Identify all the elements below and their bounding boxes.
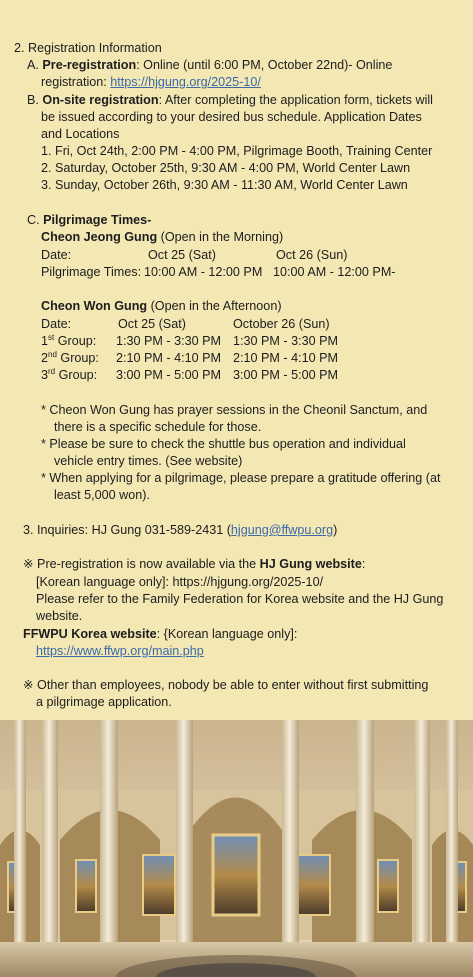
note-line: * Please be sure to check the shuttle bus operation and individual xyxy=(41,437,406,451)
note-line: least 5,000 won). xyxy=(54,488,150,502)
list-item: 1. Fri, Oct 24th, 2:00 PM - 4:00 PM, Pilgrimage Booth, Training Center xyxy=(41,144,433,158)
final-note: ※ Other than employees, nobody be able to enter without first submitting xyxy=(23,678,429,692)
pre-registration-label: Pre-registration xyxy=(42,58,137,72)
item-a: A. Pre-registration: Online (until 6:00 PM, October 22nd)- Online xyxy=(27,58,393,72)
note-line: there is a specific schedule for those. xyxy=(54,420,262,434)
final-note-line2: a pilgrimage application. xyxy=(36,695,172,709)
note-line: vehicle entry times. (See website) xyxy=(54,454,243,468)
prereg-note: ※ Pre-registration is now available via the HJ Gung website: xyxy=(23,557,366,571)
item-a-line2: registration: https://hjgung.org/2025-10/ xyxy=(41,75,261,89)
pilgrimage-times-label: Pilgrimage Times- xyxy=(43,213,152,227)
ffwpu-line: FFWPU Korea website: {Korean language only]: xyxy=(23,627,298,641)
prereg-line2: [Korean language only]: https://hjgung.org/2025-10/ xyxy=(36,575,324,589)
inquiries-email-link[interactable]: hjgung@ffwpu.org xyxy=(230,523,334,537)
document-body: 2. Registration Information A. Pre-registration: Online (until 6:00 PM, October 22nd)- Online registration: https://hjgung.org/2025-10/ B. On-site registration: After completing the application form, tickets will be issued according to your desired bus schedule. Application Dates and Locations 1. Fri, Oct 24th, 2:00 PM - 4:00 PM, Pilgrimage Booth, Training Center 2. Saturday, October 25th, 9:30 AM - 4:00 PM, World Center Lawn 3. Sunday, October 26th, 9:30 AM - 11:30 AM, World Center Lawn C. Pilgrimage Times- Cheon Jeong Gung (Open in the Morning) Date: Oct 25 (Sat) Oct 26 (Sun) Pilgrimage Times: 10:00 AM - 12:00 PM 10:00 AM - 12:00 PM- Cheon Won Gung (Open in the Afternoon) Date: Oct 25 (Sat) October 26 (Sun) 1st Group: 1:30 PM - 3:30 PM 1:30 PM - 3:30 PM 2nd Group: 2:10 PM - 4:10 PM 2:10 PM - 4:10 PM 3rd Group: 3:00 PM - 5:00 PM 3:00 PM - 5:00 PM * Cheon Won Gung has prayer sessions in the Cheonil Sanctum, and there is a specific schedule for those. * Please be sure to check the shuttle bus operation and individual vehicle entry times. (See website) * When applying for a pilgrimage, please prepare a gratitude offering (at least 5,000 won). 3. Inquiries: HJ Gung 031-589-2431 (hjgung@ffwpu.org) ※ Pre-registration is now available via the HJ Gung website: [Korean language only]: https://hjgung.org/2025-10/ Please refer to the Family Federation for Korea website and the HJ Gung website. FFWPU Korea website: {Korean language only]: https://www.ffwp.org/main.php ※ Other than employees, nobody be able to enter without first submitting a pilgrimage application. xyxy=(0,0,473,720)
item-b-line2: be issued according to your desired bus schedule. Application Dates xyxy=(41,110,422,124)
item-b-line3: and Locations xyxy=(41,127,120,141)
prereg-line4: website. xyxy=(36,609,83,623)
cheon-jeong-gung-heading: Cheon Jeong Gung (Open in the Morning) xyxy=(41,230,284,244)
ffwpu-link-line xyxy=(36,643,204,660)
palace-interior-photo xyxy=(0,720,473,977)
section-heading: 2. Registration Information xyxy=(14,41,162,55)
item-c: C. Pilgrimage Times- xyxy=(27,213,152,227)
note-line: * When applying for a pilgrimage, please prepare a gratitude offering (at xyxy=(41,471,441,485)
item-b: B. On-site registration: After completing the application form, tickets will xyxy=(27,93,433,107)
ffwpu-link[interactable]: https://www.ffwp.org/main.php xyxy=(36,644,204,658)
list-item: 2. Saturday, October 25th, 9:30 AM - 4:00 PM, World Center Lawn xyxy=(41,161,411,175)
registration-link[interactable]: https://hjgung.org/2025-10/ xyxy=(110,75,261,89)
inquiries-line: 3. Inquiries: HJ Gung 031-589-2431 (hjgung@ffwpu.org) xyxy=(23,523,338,537)
list-item: 3. Sunday, October 26th, 9:30 AM - 11:30 AM, World Center Lawn xyxy=(41,178,408,192)
on-site-registration-label: On-site registration xyxy=(42,93,159,107)
prereg-line3: Please refer to the Family Federation for Korea website and the HJ Gung xyxy=(36,592,444,606)
cheon-won-gung-heading: Cheon Won Gung (Open in the Afternoon) xyxy=(41,299,282,313)
note-line: * Cheon Won Gung has prayer sessions in the Cheonil Sanctum, and xyxy=(41,403,428,417)
